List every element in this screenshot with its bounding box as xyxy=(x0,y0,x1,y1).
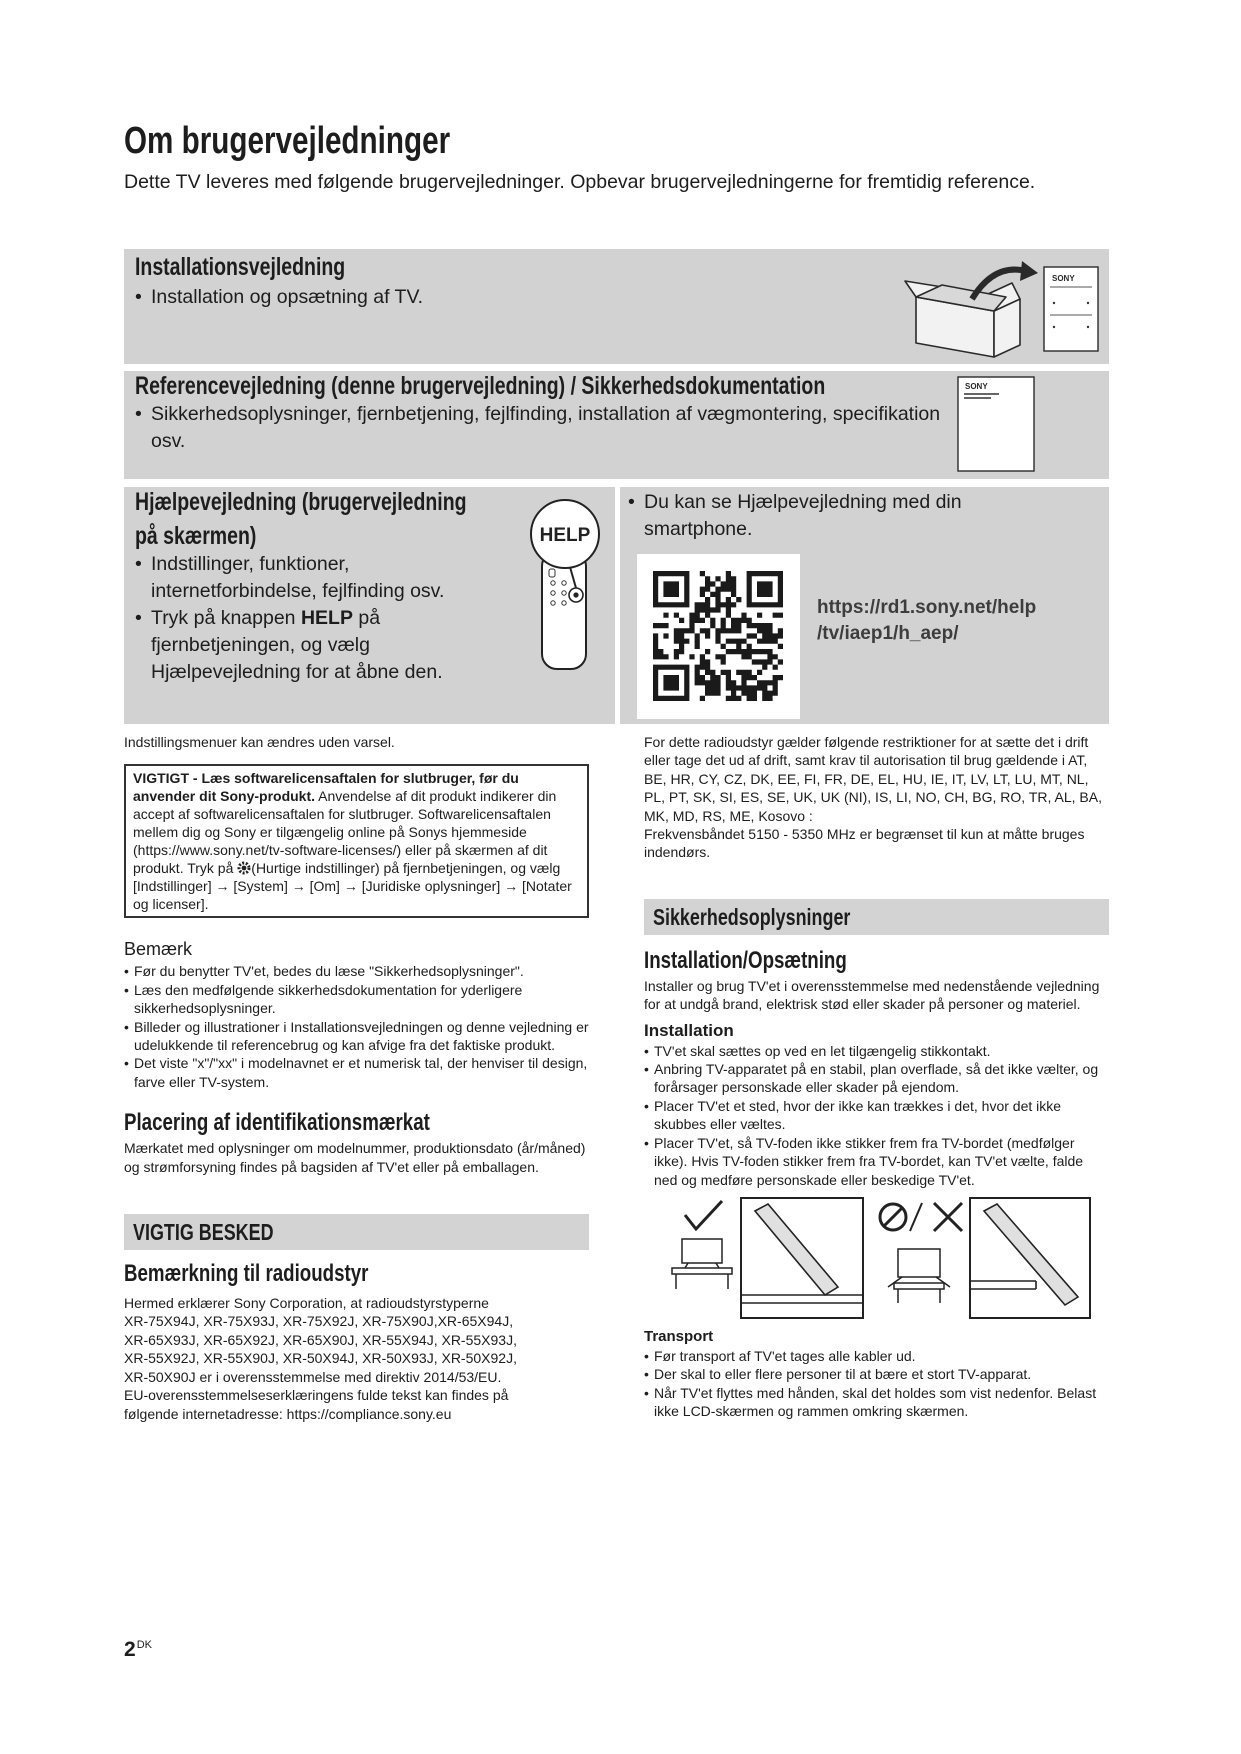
declaration-line: EU-overensstemmelseserklæringens fulde tekst kan findes på xyxy=(124,1387,509,1404)
transport-heading: Transport xyxy=(644,1327,714,1345)
bullet-item: • Før transport af TV'et tages alle kabler ud. xyxy=(644,1347,1109,1365)
page-number xyxy=(124,1632,152,1663)
tv-icon xyxy=(898,1249,940,1277)
bullet-item: • Før du benytter TV'et, bedes du læse "Sikkerhedsoplysninger". xyxy=(124,962,589,980)
note-heading: Bemærk xyxy=(124,939,193,960)
left-column xyxy=(124,733,589,1423)
sony-logo: SONY xyxy=(965,382,988,391)
reference-manual-icon xyxy=(957,376,1037,474)
bullet-item: • Det viste "x"/"xx" i modelnavnet er et numerisk tal, der henviser til design, farve eller TV-system. xyxy=(124,1054,589,1091)
installation-guide-list xyxy=(135,284,835,311)
installation-guide-heading: Installationsvejledning xyxy=(135,253,346,281)
radio-restrictions: For dette radioudstyr gælder følgende restriktioner for at sætte det i drift eller tage det ud af drift, samt krav til autorisation til brug gældende i AT, BE, HR, CY, CZ, DK, EE, FI, FR, DE, EL, HU, IE, IT, LV, LT, LU, MT, NL, PL, PT, SK, SI, ES, SE, UK, UK (NI), IS, LI, NO, CH, BG, RO, TR, AL, BA, MK, MD, RS, ME, Kosovo : xyxy=(644,734,1102,824)
license-notice-box xyxy=(124,764,589,918)
important-bar-label: VIGTIG BESKED xyxy=(133,1219,274,1246)
label-section xyxy=(124,1109,589,1137)
smartphone-help-list xyxy=(628,489,1018,543)
radio-heading: Bemærkning til radioudstyr xyxy=(124,1260,369,1288)
help-guide-heading-line2: på skærmen) xyxy=(135,522,257,550)
tv-table-icon xyxy=(894,1283,944,1289)
bullet-text: på fjernbetjeningen, og vælg Hjælpevejledning for at åbne den. xyxy=(151,607,443,683)
installation-heading: Installation xyxy=(644,1020,734,1040)
incorrect-placement xyxy=(880,1198,1090,1318)
qr-code xyxy=(637,554,800,719)
label-heading: Placering af identifikationsmærkat xyxy=(124,1109,430,1137)
safety-bar xyxy=(644,899,1109,935)
setup-section xyxy=(644,947,1109,975)
declaration-line: XR-50X90J er i overensstemmelse med direktiv 2014/53/EU. xyxy=(124,1368,502,1385)
important-bar xyxy=(124,1214,589,1250)
bullet-item: • Billeder og illustrationer i Installationsvejledningen og denne vejledning er udelukkende til referencebrug og kan afvige fra det faktiske produkt. xyxy=(124,1018,589,1055)
transport-list xyxy=(644,1347,1109,1421)
help-guide-panel xyxy=(124,487,615,724)
bullet-text: Tryk på knappen xyxy=(151,607,301,629)
note-list xyxy=(124,962,589,1091)
reference-guide-list xyxy=(135,401,950,455)
bullet-item: • Sikkerhedsoplysninger, fjernbetjening, fejlfinding, installation af vægmontering, specifikation osv. xyxy=(135,401,950,455)
page-number-suffix: DK xyxy=(136,1639,152,1651)
declaration-line: XR-65X93J, XR-65X92J, XR-65X90J, XR-55X94J, XR-55X93J, xyxy=(124,1331,517,1348)
page-intro: Dette TV leveres med følgende brugervejledninger. Opbevar brugervejledningerne for fremtidig reference. xyxy=(124,171,1036,193)
declaration-line: XR-75X94J, XR-75X93J, XR-75X92J, XR-75X90J,XR-65X94J, xyxy=(124,1313,514,1330)
bullet-item: • Placer TV'et et sted, hvor der ikke kan trækkes i det, hvor det ikke skubbes eller væltes. xyxy=(644,1097,1109,1134)
bullet-item: • TV'et skal sættes op ved en let tilgængelig stikkontakt. xyxy=(644,1042,1109,1060)
help-guide-heading-line1: Hjælpevejledning (brugervejledning xyxy=(135,488,467,516)
license-text-continued: (Hurtige indstillinger) på fjernbetjeningen, og vælg [Indstillinger] → [System] → [Om] → [Juridiske oplysninger] → [Notater og licenser]. xyxy=(133,860,572,913)
safety-bar-label: Sikkerhedsoplysninger xyxy=(653,903,851,930)
tv-icon xyxy=(682,1239,722,1263)
help-guide-list xyxy=(135,551,515,686)
bullet-item: • Læs den medfølgende sikkerhedsdokumentation for yderligere sikkerhedsoplysninger. xyxy=(124,981,589,1018)
bullet-item: • Indstillinger, funktioner, internetforbindelse, fejlfinding osv. xyxy=(135,551,515,605)
carton-and-manual-icon xyxy=(902,257,1102,359)
checkmark-icon xyxy=(685,1201,722,1229)
tv-placement-illustration xyxy=(658,1197,1092,1319)
declaration-line: Hermed erklærer Sony Corporation, at radioudstyrstyperne xyxy=(124,1295,489,1312)
bullet-item: • Der skal to eller flere personer til at bære et stort TV-apparat. xyxy=(644,1365,1109,1383)
bullet-item: • Anbring TV-apparatet på en stabil, plan overflade, så det ikke vælter, og forårsager personskade eller skader på ejendom. xyxy=(644,1060,1109,1097)
bullet-item: • Placer TV'et, så TV-foden ikke stikker frem fra TV-bordet (medfølger ikke). Hvis TV-foden stikker frem fra TV-bordet, kan TV'et vælte, falde ned og medføre personskade eller beskedige TV'et. xyxy=(644,1134,1109,1189)
help-url-line1: https://rd1.sony.net/help xyxy=(817,597,1037,618)
help-url-line2: /tv/iaep1/h_aep/ xyxy=(817,623,959,644)
radio-section xyxy=(124,1260,589,1288)
help-url xyxy=(817,595,1036,647)
declaration-line: XR-55X92J, XR-55X90J, XR-50X94J, XR-50X93J, XR-50X92J, xyxy=(124,1350,517,1367)
manual-icon xyxy=(1044,267,1098,351)
settings-notice: Indstillingsmenuer kan ændres uden varsel. xyxy=(124,734,395,750)
correct-placement xyxy=(672,1198,863,1318)
help-key-label: HELP xyxy=(300,607,353,629)
page-title: Om brugervejledninger xyxy=(124,120,451,162)
installation-list xyxy=(644,1042,1109,1189)
setup-intro: Installer og brug TV'et i overensstemmelse med nedenstående vejledning for at undgå brand, elektrisk stød eller skader på personer og materiel. xyxy=(644,977,1100,1013)
installation-guide-panel xyxy=(124,249,1109,364)
tv-table-icon xyxy=(672,1268,732,1274)
gear-icon xyxy=(237,861,251,875)
radio-declaration xyxy=(124,1294,589,1423)
smartphone-help-panel xyxy=(620,487,1109,724)
remote-control-icon xyxy=(518,491,613,677)
help-button-label: HELP xyxy=(539,525,591,546)
sony-logo: SONY xyxy=(1052,274,1075,283)
bullet-item xyxy=(135,605,515,686)
reference-guide-heading: Referencevejledning (denne brugervejledning) / Sikkerhedsdokumentation xyxy=(135,372,826,400)
reference-guide-panel xyxy=(124,371,1109,479)
declaration-line: følgende internetadresse: https://compliance.sony.eu xyxy=(124,1405,452,1422)
carton-icon xyxy=(905,281,1020,357)
bullet-item: • Installation og opsætning af TV. xyxy=(135,284,835,311)
bullet-item: • Når TV'et flyttes med hånden, skal det holdes som vist nedenfor. Belast ikke LCD-skærmen og rammen omkring skærmen. xyxy=(644,1384,1109,1421)
right-column xyxy=(644,733,1109,1421)
page-number-value: 2 xyxy=(124,1638,136,1661)
setup-heading: Installation/Opsætning xyxy=(644,946,847,974)
frequency-notice: Frekvensbåndet 5150 - 5350 MHz er begrænset til kun at måtte bruges indendørs. xyxy=(644,826,1085,861)
license-text: Anvendelse af dit produkt indikerer din accept af softwarelicensaftalen for slutbruger. Softwarelicensaftalen mellem dig og Sony er tilgængelig online på Sonys hjemmeside (https://www.sony.net/tv-software-licenses/) eller på skærmen af dit produkt. Tryk på xyxy=(133,788,557,877)
license-title: VIGTIGT - Læs softwarelicensaftalen for slutbruger, før du anvender dit Sony-produkt. xyxy=(133,770,519,805)
bullet-item: • Du kan se Hjælpevejledning med din smartphone. xyxy=(628,489,1018,543)
label-text: Mærkatet med oplysninger om modelnummer, produktionsdato (år/måned) og strømforsyning findes på bagsiden af TV'et eller på emballagen. xyxy=(124,1140,586,1175)
